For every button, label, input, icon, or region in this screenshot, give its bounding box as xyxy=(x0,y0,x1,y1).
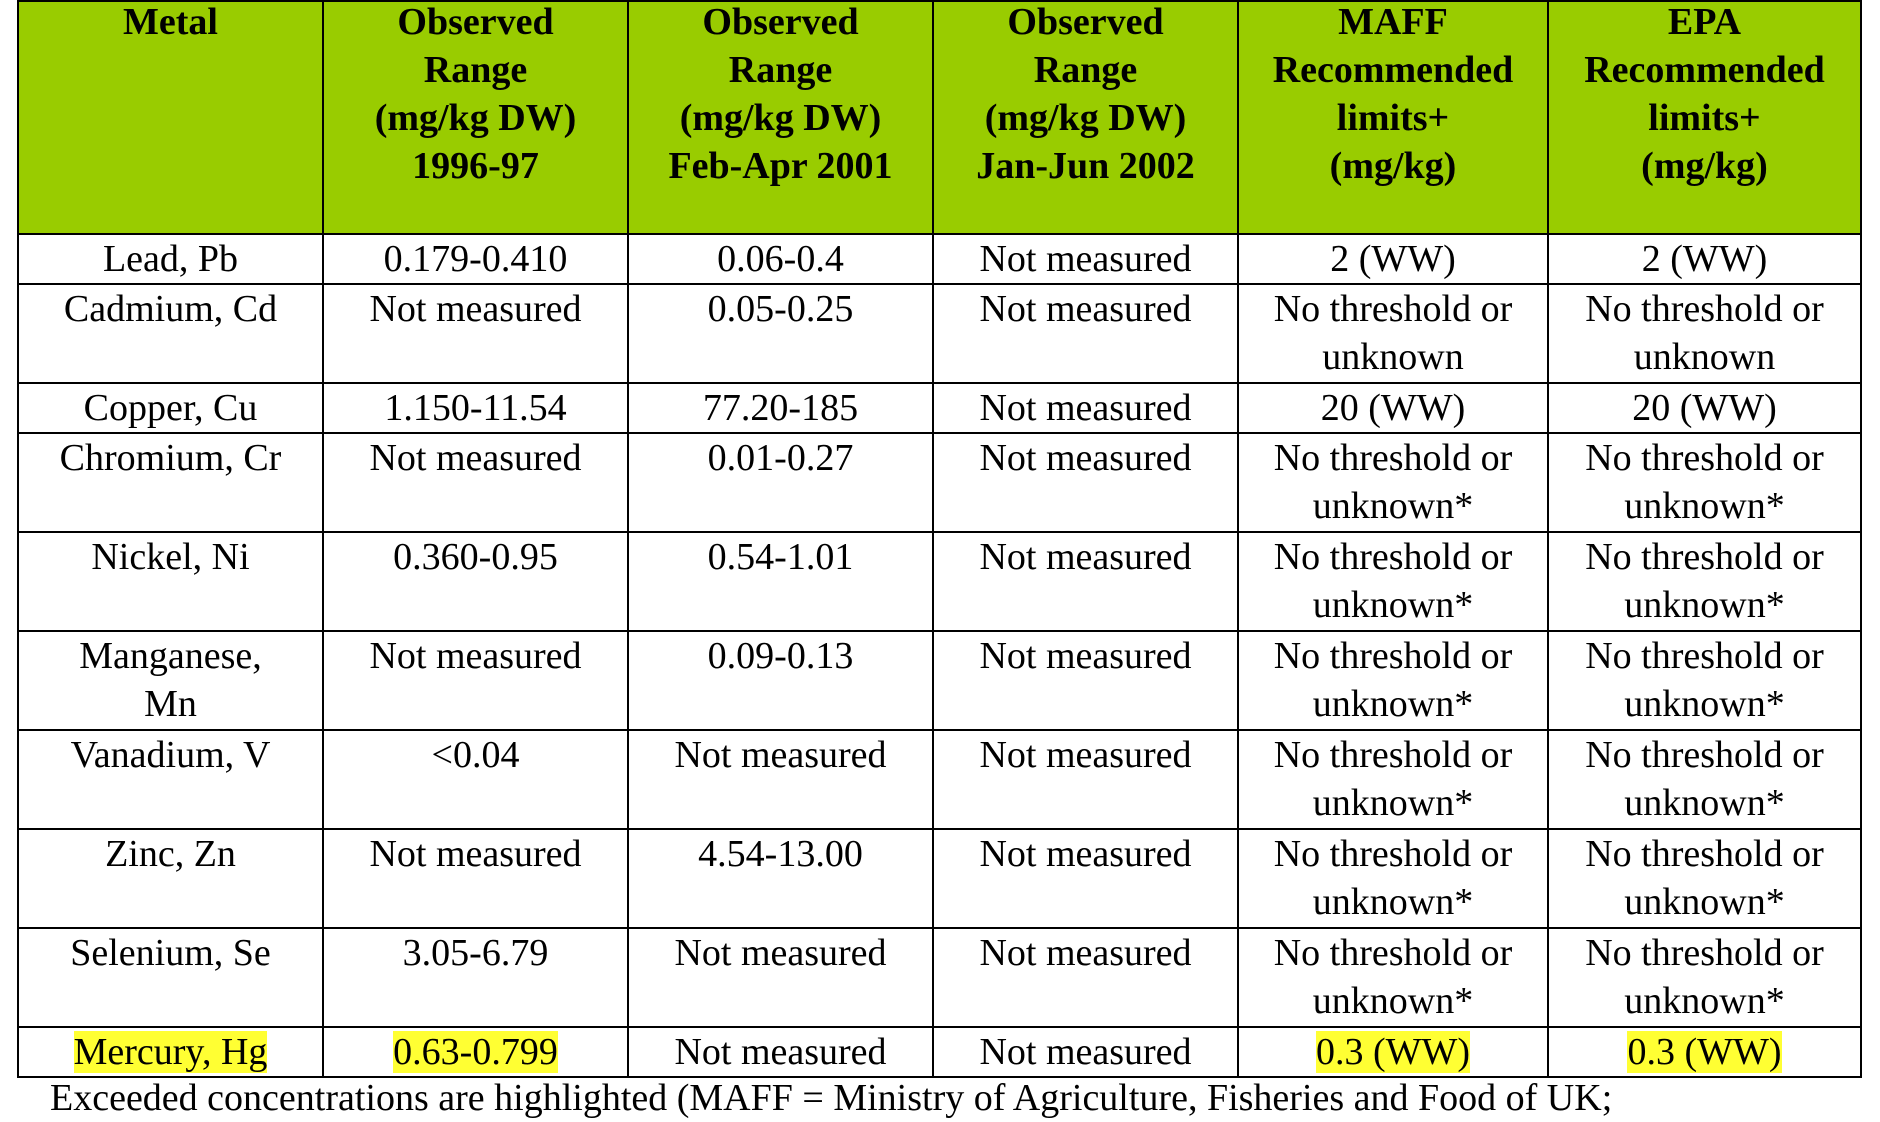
table-cell: 4.54-13.00 xyxy=(628,829,933,928)
table-cell: Not measured xyxy=(628,730,933,829)
table-cell: Nickel, Ni xyxy=(18,532,323,631)
table-cell: No threshold or unknown* xyxy=(1548,928,1861,1027)
highlighted-value: 0.3 (WW) xyxy=(1627,1031,1782,1073)
table-cell: 0.54-1.01 xyxy=(628,532,933,631)
table-cell: 0.360-0.95 xyxy=(323,532,628,631)
footnote-text: Exceeded concentrations are highlighted (MAFF = Ministry of Agriculture, Fisheries and Food of UK; xyxy=(50,1077,1613,1119)
table-cell xyxy=(1548,1027,1861,1077)
metal-concentration-table xyxy=(17,0,1862,1078)
table-cell: Zinc, Zn xyxy=(18,829,323,928)
table-cell: 2 (WW) xyxy=(1548,234,1861,284)
table-cell: Not measured xyxy=(628,928,933,1027)
table-cell: Lead, Pb xyxy=(18,234,323,284)
table-cell: No threshold or unknown* xyxy=(1238,928,1548,1027)
table-cell: 0.179-0.410 xyxy=(323,234,628,284)
table-cell: No threshold or unknown* xyxy=(1548,631,1861,730)
header-observed-feb-apr-2001: Observed Range (mg/kg DW) Feb-Apr 2001 xyxy=(628,1,933,234)
table-cell: Not measured xyxy=(933,433,1238,532)
table-cell: Not measured xyxy=(323,829,628,928)
table-cell: Copper, Cu xyxy=(18,383,323,433)
table-cell xyxy=(1238,1027,1548,1077)
table-row xyxy=(18,532,1861,631)
table-cell: 20 (WW) xyxy=(1238,383,1548,433)
table-cell xyxy=(18,1027,323,1077)
header-maff-limits: MAFF Recommended limits+ (mg/kg) xyxy=(1238,1,1548,234)
metal-concentration-table-container xyxy=(17,0,1860,1078)
table-row xyxy=(18,631,1861,730)
table-row xyxy=(18,730,1861,829)
table-cell: 1.150-11.54 xyxy=(323,383,628,433)
header-observed-jan-jun-2002: Observed Range (mg/kg DW) Jan-Jun 2002 xyxy=(933,1,1238,234)
table-cell: <0.04 xyxy=(323,730,628,829)
table-cell: Not measured xyxy=(933,1027,1238,1077)
table-cell: Not measured xyxy=(933,532,1238,631)
table-cell: 0.06-0.4 xyxy=(628,234,933,284)
table-cell: 2 (WW) xyxy=(1238,234,1548,284)
table-cell: Not measured xyxy=(323,631,628,730)
table-cell: No threshold or unknown* xyxy=(1238,631,1548,730)
table-row xyxy=(18,383,1861,433)
table-cell: No threshold or unknown* xyxy=(1238,829,1548,928)
table-cell: Not measured xyxy=(933,234,1238,284)
highlighted-value: Mercury, Hg xyxy=(73,1031,268,1073)
table-cell: No threshold or unknown* xyxy=(1238,730,1548,829)
table-cell: No threshold or unknown* xyxy=(1238,532,1548,631)
table-cell: Not measured xyxy=(933,383,1238,433)
table-cell: 0.09-0.13 xyxy=(628,631,933,730)
table-cell: No threshold or unknown* xyxy=(1238,433,1548,532)
header-observed-1996-97: Observed Range (mg/kg DW) 1996-97 xyxy=(323,1,628,234)
table-row xyxy=(18,433,1861,532)
table-cell: 77.20-185 xyxy=(628,383,933,433)
table-row xyxy=(18,284,1861,383)
table-row xyxy=(18,928,1861,1027)
table-row xyxy=(18,234,1861,284)
table-cell: No threshold or unknown* xyxy=(1548,829,1861,928)
table-cell: Not measured xyxy=(323,284,628,383)
table-cell: Not measured xyxy=(933,928,1238,1027)
table-cell: 3.05-6.79 xyxy=(323,928,628,1027)
table-cell: Not measured xyxy=(933,631,1238,730)
table-cell: Not measured xyxy=(323,433,628,532)
highlighted-value: 0.63-0.799 xyxy=(393,1031,558,1073)
table-cell: Cadmium, Cd xyxy=(18,284,323,383)
table-cell: Chromium, Cr xyxy=(18,433,323,532)
table-cell: 0.05-0.25 xyxy=(628,284,933,383)
table-cell: Not measured xyxy=(933,730,1238,829)
table-header-row xyxy=(18,1,1861,234)
table-cell xyxy=(323,1027,628,1077)
table-cell: No threshold or unknown xyxy=(1548,284,1861,383)
table-cell: No threshold or unknown* xyxy=(1548,730,1861,829)
table-cell: Not measured xyxy=(933,829,1238,928)
table-cell: 20 (WW) xyxy=(1548,383,1861,433)
table-cell: Manganese, Mn xyxy=(18,631,323,730)
table-cell: Not measured xyxy=(628,1027,933,1077)
table-cell: No threshold or unknown xyxy=(1238,284,1548,383)
table-row xyxy=(18,829,1861,928)
highlighted-value: 0.3 (WW) xyxy=(1315,1031,1471,1073)
header-metal: Metal xyxy=(18,1,323,234)
table-cell: No threshold or unknown* xyxy=(1548,433,1861,532)
table-cell: Vanadium, V xyxy=(18,730,323,829)
table-cell: Selenium, Se xyxy=(18,928,323,1027)
header-epa-limits: EPA Recommended limits+ (mg/kg) xyxy=(1548,1,1861,234)
table-row xyxy=(18,1027,1861,1077)
table-cell: No threshold or unknown* xyxy=(1548,532,1861,631)
table-cell: 0.01-0.27 xyxy=(628,433,933,532)
table-cell: Not measured xyxy=(933,284,1238,383)
